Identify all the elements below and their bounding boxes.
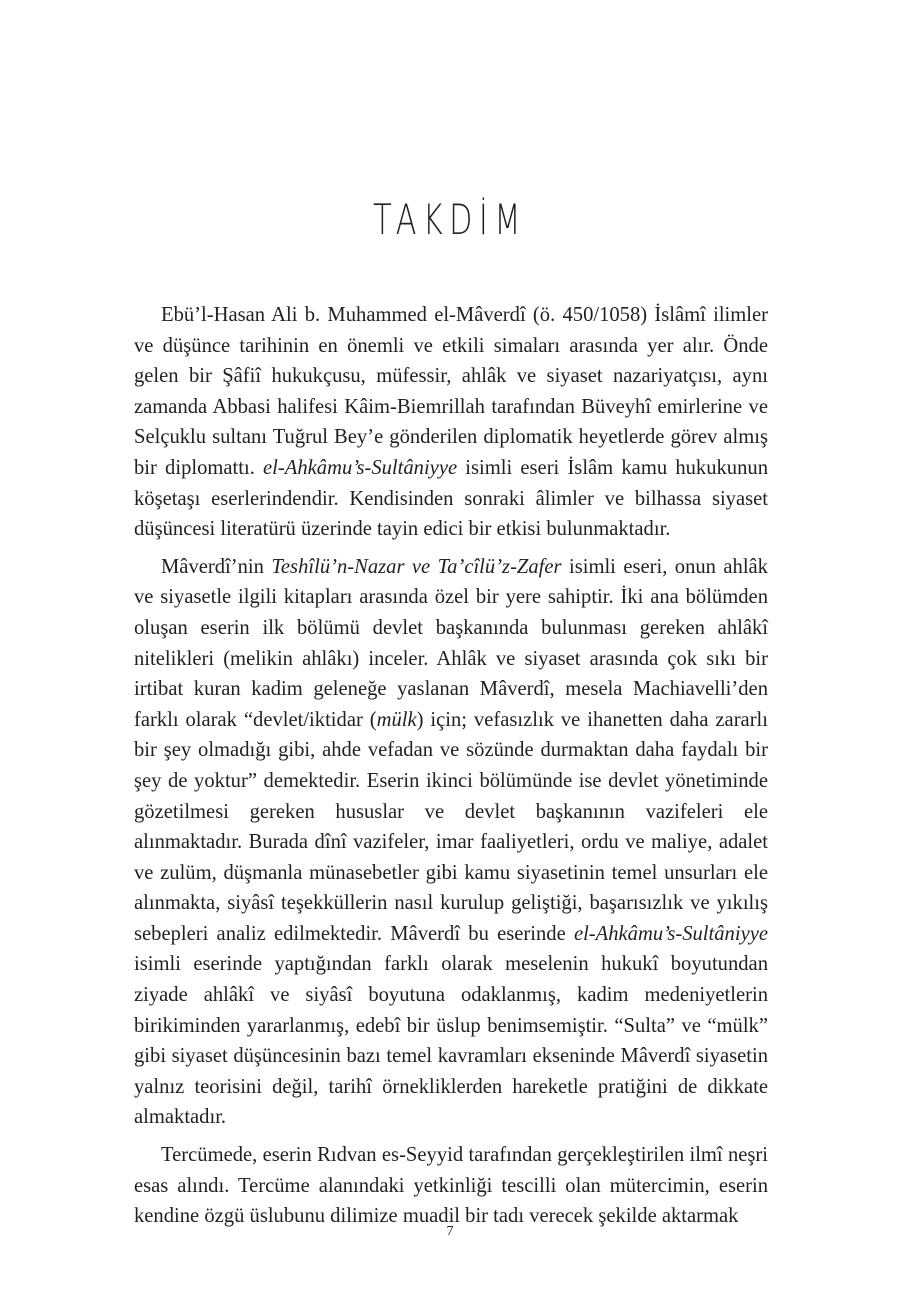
book-title-ahkam: el-Ahkâmu’s-Sultâniyye — [263, 456, 458, 479]
paragraph-2-text-2: isimli eseri, onun ahlâk ve siyasetle ilgili kitapları arasında özel bir yere sahiptir. İki ana bölümden oluşan eserin ilk bölümü devlet başkanında bulunması gereken ahlâkî nitelikleri (melikin ahlâkı) inceler. Ahlâk ve siyaset arasında çok sıkı bir irtibat kuran kadim geleneğe yaslanan Mâverdî, mesela Machiavelli’den farklı olarak “devlet/iktidar ( — [134, 555, 768, 731]
page-number: 7 — [446, 1224, 454, 1239]
paragraph-2 — [134, 552, 768, 1133]
paragraph-1-text-1: Ebü’l-Hasan Ali b. Muhammed el-Mâverdî (ö. 450/1058) İslâmî ilimler ve düşünce tarihinin en önemli ve etkili simaları arasında yer alır. Önde gelen bir Şâfiî hukukçusu, müfessir, ahlâk ve siyaset nazariyatçısı, aynı zamanda Abbasi halifesi Kâim-Biemrillah tarafından Büveyhî emirlerine ve Selçuklu sultanı Tuğrul Bey’e gönderilen diplomatik heyetlerde görev almış bir diplomattı. — [134, 304, 768, 479]
paragraph-2-text-4: isimli eserinde yaptığından farklı olarak meselenin hukukî boyutundan ziyade ahlâkî ve siyâsî boyutuna odaklanmış, kadim medeniyetlerin birikiminden yararlanmış, edebî bir üslup benimsemiştir. “Sulta” ve “mülk” gibi siyaset düşüncesinin bazı temel kavramları ekseninde Mâverdî siyasetin yalnız teorisini değil, tarihî örnekliklerden hareketle pratiğini de dikkate almaktadır. — [134, 953, 768, 1129]
paragraph-2-text-3: ) için; vefasızlık ve ihanetten daha zararlı bir şey olmadığı gibi, ahde vefadan ve sözünde durmaktan daha faydalı bir şey de yoktur” demektedir. Eserin ikinci bölümünde ise devlet yönetiminde gözetilmesi gereken hususlar ve devlet başkanının vazifeleri ele alınmaktadır. Burada dînî vazifeler, imar faaliyetleri, ordu ve maliye, adalet ve zulüm, düşmanla münasebetler gibi kamu siyasetinin temel unsurları ele alınmakta, siyâsî teşekküllerin nasıl kurulup geliştiği, başarısızlık ve yıkılış sebepleri analiz edilmektedir. Mâverdî bu eserinde — [134, 708, 768, 945]
body-text — [134, 300, 768, 1239]
term-mulk: mülk — [376, 708, 417, 731]
paragraph-3 — [134, 1140, 768, 1232]
paragraph-1-text-2: isimli eseri İslâm kamu hukukunun köşetaşı eserlerindendir. Kendisinden sonraki âlimler ve bilhassa siyaset düşüncesi literatürü üzerinde tayin edici bir etkisi bulunmaktadır. — [134, 456, 768, 541]
page-title: TAKDİM — [373, 195, 527, 244]
book-title-ahkam-2: el-Ahkâmu’s-Sultâniyye — [573, 922, 768, 945]
book-title-teshil: Teshîlü’n-Nazar ve Ta’cîlü’z-Zafer — [271, 555, 562, 578]
paragraph-2-text-1: Mâverdî’nin — [161, 555, 272, 578]
paragraph-1 — [134, 300, 768, 545]
paragraph-3-text-1: Tercümede, eserin Rıdvan es-Seyyid tarafından gerçekleştirilen ilmî neşri esas alındı. Tercüme alanındaki yetkinliği tescilli olan mütercimin, eserin kendine özgü üslubunu dilimize muadil bir tadı verecek şekilde aktarmak — [134, 1144, 768, 1228]
